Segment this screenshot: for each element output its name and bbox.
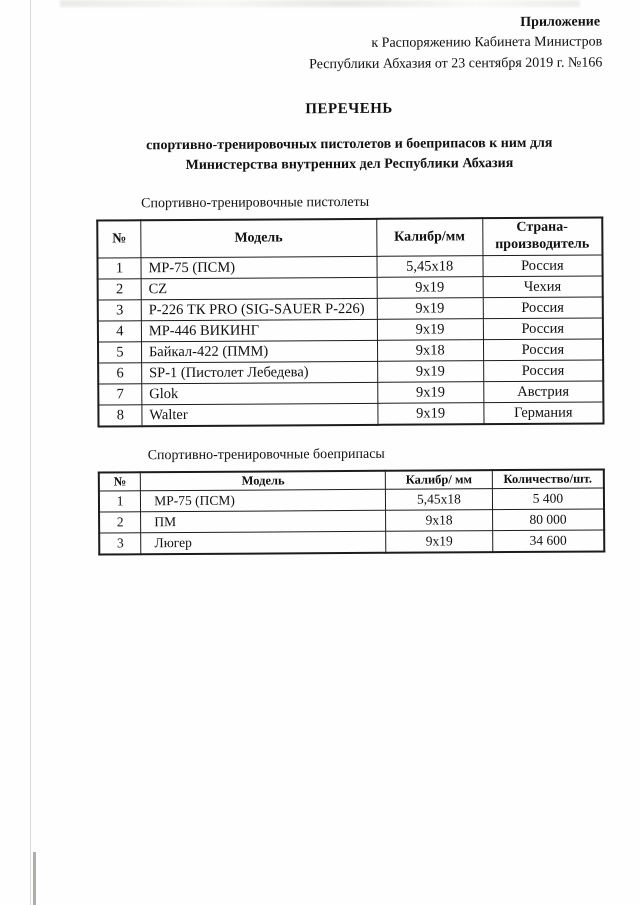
scan-artifact: [33, 852, 36, 905]
column-header-model: Модель: [141, 219, 377, 258]
document-title: ПЕРЕЧЕНЬ: [305, 100, 393, 118]
cell-model: МР-75 (ПСМ): [141, 256, 377, 278]
cell-model: Walter: [142, 403, 378, 426]
cell-model: Р-226 ТК PRO (SIG-SAUER P-226): [141, 298, 377, 320]
cell-model: МР-75 (ПСМ): [141, 489, 386, 511]
column-header-number: №: [99, 472, 141, 491]
cell-number: 1: [97, 258, 141, 279]
document-header: [95, 12, 602, 76]
table-row: [98, 402, 603, 427]
cell-number: 2: [98, 279, 142, 300]
cell-number: 3: [98, 300, 142, 321]
cell-country: Россия: [483, 339, 603, 361]
document-subtitle: спортивно-тренировочных пистолетов и боеприпасов к ним для Министерства внутренних дел Республики Абхазия: [146, 135, 553, 174]
cell-model: SP-1 (Пистолет Лебедева): [142, 361, 378, 383]
cell-country: Австрия: [483, 381, 603, 403]
column-header-model: Модель: [141, 471, 386, 491]
pistols-table-body: [97, 255, 603, 427]
column-header-caliber: Калибр/ мм: [385, 470, 492, 489]
cell-caliber: 9х19: [377, 319, 483, 341]
column-header-country: Страна-производитель: [482, 218, 602, 256]
header-line-2: к Распоряжению Кабинета Министров: [371, 34, 603, 52]
cell-quantity: 34 600: [492, 530, 604, 552]
document-content: [95, 12, 605, 555]
cell-caliber: 9х19: [377, 403, 483, 425]
header-line-1: Приложение: [520, 14, 601, 30]
cell-number: 4: [98, 321, 142, 342]
cell-model: CZ: [141, 277, 377, 299]
cell-country: Германия: [484, 402, 604, 424]
ammo-table: [98, 469, 606, 556]
cell-caliber: 9х19: [377, 277, 483, 299]
table-row: [99, 530, 604, 555]
header-line-3: Республики Абхазия от 23 сентября 2019 г. №166: [309, 55, 603, 72]
cell-country: Чехия: [483, 276, 603, 298]
scan-artifact: [60, 0, 580, 7]
scan-artifact: [30, 0, 31, 905]
cell-model: ПМ: [141, 510, 386, 532]
pistols-table-head: [97, 218, 602, 258]
cell-number: 2: [99, 512, 141, 533]
cell-caliber: 9х19: [377, 361, 483, 383]
cell-caliber: 9х19: [377, 382, 483, 404]
cell-number: 6: [98, 363, 142, 384]
cell-model: МР-446 ВИКИНГ: [141, 319, 377, 341]
cell-number: 3: [99, 533, 141, 555]
cell-model: Glok: [142, 382, 378, 404]
cell-caliber: 9х19: [377, 298, 483, 320]
cell-number: 5: [98, 342, 142, 363]
cell-country: Россия: [483, 360, 603, 382]
ammo-table-body: [99, 488, 604, 555]
pistols-table-caption: Спортивно-тренировочные пистолеты: [141, 195, 370, 212]
cell-caliber: 9х18: [377, 340, 483, 362]
cell-number: 7: [98, 384, 142, 405]
cell-country: Россия: [483, 255, 603, 277]
cell-country: Россия: [483, 318, 603, 340]
cell-caliber: 5,45х18: [386, 489, 493, 511]
cell-quantity: 5 400: [492, 488, 604, 510]
cell-model: Байкал-422 (ПММ): [141, 340, 377, 362]
cell-caliber: 9х18: [386, 510, 493, 532]
column-header-number: №: [97, 221, 141, 258]
column-header-quantity: Количество/шт.: [492, 470, 604, 489]
cell-model: Люгер: [141, 531, 386, 554]
cell-number: 8: [98, 405, 142, 427]
cell-country: Россия: [483, 297, 603, 319]
ammo-table-caption: Спортивно-тренировочные боеприпасы: [147, 446, 385, 464]
pistols-table: [96, 217, 604, 428]
table-header-row: [97, 218, 602, 258]
cell-caliber: 9х19: [386, 531, 493, 553]
column-header-caliber: Калибр/мм: [376, 219, 482, 257]
cell-number: 1: [99, 491, 141, 512]
cell-caliber: 5,45х18: [377, 256, 483, 278]
cell-quantity: 80 000: [492, 509, 604, 531]
